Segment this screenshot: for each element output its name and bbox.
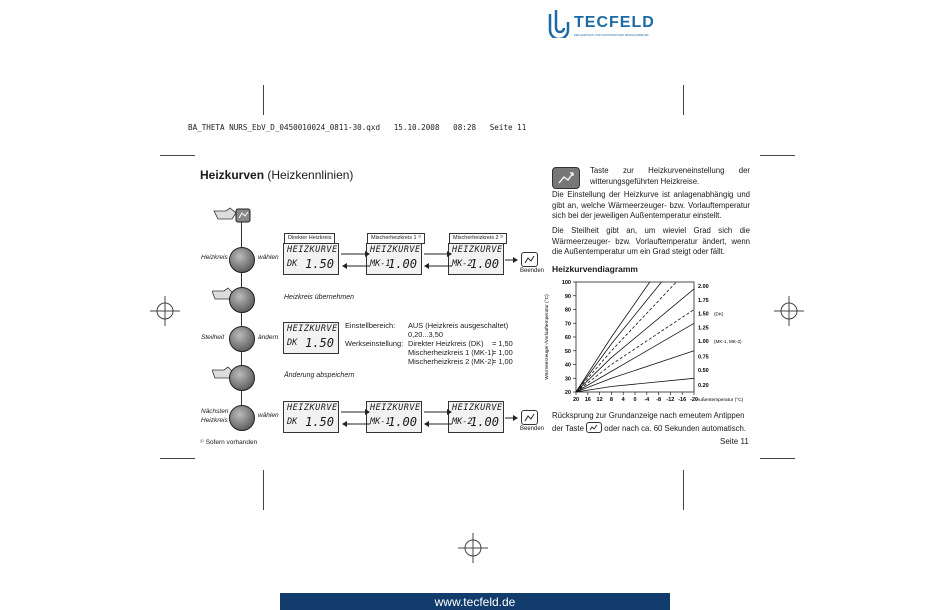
x-tick-label: -8 [656, 397, 662, 403]
x-tick-label: -16 [678, 397, 687, 403]
end-key-icon[interactable] [521, 252, 538, 267]
y-tick-label: 90 [564, 293, 571, 300]
crop-mark [760, 458, 795, 459]
x-tick-label: 4 [621, 397, 625, 403]
curve-label: 1.50 [698, 311, 709, 318]
lcd-value: 1.00 [388, 415, 417, 429]
curve-label: 2.00 [698, 284, 709, 291]
label-beenden: Beenden [520, 268, 545, 274]
lcd-display-dk [283, 243, 339, 275]
registration-mark-icon [150, 296, 180, 326]
werk-row-value: = 1,00 [492, 348, 513, 357]
registration-mark-icon [458, 533, 488, 563]
tecfeld-logo-icon [547, 8, 571, 38]
brand-tagline: DER HEIZUNGS- UND SANITÄRTECHNIK SPEZIALANBIETER [574, 34, 649, 37]
x-tick-label: 8 [609, 397, 613, 403]
werk-row-name: Mischerheizkreis 2 (MK-2) [408, 357, 494, 366]
label-naechsten: Nächsten [201, 408, 229, 415]
lcd-code: MK-1 [370, 417, 391, 427]
rotary-knob-icon[interactable] [229, 405, 255, 431]
bottom-banner [280, 593, 670, 610]
crop-mark [760, 155, 795, 156]
x-tick-label: 20 [572, 397, 580, 403]
crop-mark [263, 470, 264, 510]
x-axis-label: Außentemperatur (°C) [696, 398, 744, 403]
label-naechsten-heizkreis: Heizkreis [201, 417, 228, 424]
x-tick-label: -12 [666, 397, 675, 403]
werk-label: Werkseinstellung: [345, 339, 404, 348]
paragraph-2: Die Steilheit gibt an, um wieviel Grad sich die Wärmeerzeuger- bzw. Vorlauftemperatur ändert, wenn die Außentemperatur um ein Grad steigt oder fällt. [552, 226, 750, 256]
x-tick-label: 0 [633, 397, 637, 403]
crop-mark [683, 470, 684, 510]
curve-label: 1.75 [698, 297, 709, 304]
page-title-normal: (Heizkennlinien) [267, 168, 354, 182]
lcd-title: HEIZKURVE [287, 403, 338, 413]
x-tick-label: 12 [596, 397, 603, 403]
y-tick-label: 20 [564, 390, 571, 396]
end-key-icon[interactable] [521, 410, 538, 425]
lcd-value: 1.50 [305, 336, 334, 350]
lcd-code: MK-1 [370, 259, 391, 269]
lcd-value: 1.00 [388, 257, 417, 271]
registration-mark-icon [774, 296, 804, 326]
lcd-code: DK [287, 259, 298, 269]
label-uebernehmen: Heizkreis übernehmen [284, 294, 355, 301]
hand-press-key-icon [212, 205, 252, 225]
tab-mischerheizkreis-2: Mischerheizkreis 2 ¹⁾ [449, 233, 507, 244]
crop-mark [683, 85, 684, 115]
tab-mischerheizkreis-1: Mischerheizkreis 1 ¹⁾ [367, 233, 425, 244]
crop-mark [160, 458, 195, 459]
crop-mark [263, 85, 264, 115]
y-tick-label: 50 [564, 348, 571, 355]
einstell-label: Einstellbereich: [345, 321, 396, 330]
label-waehlen-2: wählen [258, 412, 279, 419]
einstell-value-1: AUS (Heizkreis ausgeschaltet) [408, 321, 509, 330]
y-axis-label: Wärmeerzeuger-/Vorlauftemperatur (°C) [545, 294, 550, 380]
y-tick-label: 80 [564, 307, 571, 314]
page-title [200, 168, 353, 182]
lcd-value: 1.50 [305, 257, 334, 271]
lcd-title: HEIZKURVE [287, 324, 338, 334]
footer-text-2b: oder nach ca. 60 Sekunden automatisch. [604, 424, 747, 433]
lcd-display-edit [283, 322, 339, 354]
werk-row-name: Direkter Heizkreis (DK) [408, 339, 484, 348]
x-tick-label: -4 [644, 397, 650, 403]
website-url[interactable]: www.tecfeld.de [434, 595, 516, 609]
lcd-title: HEIZKURVE [370, 245, 421, 255]
rotary-knob-icon[interactable] [229, 287, 255, 313]
page-number: Seite 11 [720, 437, 749, 446]
lcd-title: HEIZKURVE [452, 245, 503, 255]
y-tick-label: 70 [564, 321, 571, 328]
label-aendern: ändern [258, 334, 279, 341]
label-beenden-2: Beenden [520, 426, 545, 432]
rotary-knob-icon[interactable] [229, 365, 255, 391]
footnote: ¹⁾ Sofern vorhanden [200, 439, 258, 446]
label-steilheit: Steilheit [201, 334, 225, 341]
y-tick-label: 30 [564, 376, 571, 383]
page-title-bold: Heizkurven [200, 168, 265, 182]
lcd-code: MK-2 [452, 259, 473, 269]
file-header: BA_THETA NURS_EbV_D_0450010024_0811-30.qxd 15.10.2008 08:28 Seite 11 [188, 123, 527, 132]
werk-row-value: = 1,00 [492, 357, 513, 366]
lcd-display-dk [283, 401, 339, 433]
y-tick-label: 100 [561, 280, 571, 286]
heizkurve-key-icon[interactable] [586, 422, 602, 433]
paragraph-1: Die Einstellung der Heizkurve ist anlagenabhängig und gibt an, welche Wärmeerzeuger- bzw. Vorlauftemperatur sich bei der jeweiligen Außentemperatur einstellt. [552, 190, 750, 220]
brand-name: TECFELD [574, 14, 655, 31]
lcd-code: DK [287, 417, 298, 427]
rotary-knob-icon[interactable] [229, 326, 255, 352]
footer-text-2a: der Taste [552, 424, 584, 433]
y-tick-label: 40 [564, 362, 571, 369]
curve-label: 1.00 [698, 339, 709, 346]
heizkurven-chart [540, 276, 750, 406]
label-waehlen: wählen [258, 254, 279, 261]
curve-annotation: (MK-1, MK-2) [714, 339, 742, 345]
key-description: Taste zur Heizkurveneinstellung der witterungsgeführten Heizkreise. [590, 166, 750, 186]
plot-frame [576, 282, 694, 392]
tab-direkter-heizkreis: Direkter Heizkreis [284, 233, 335, 244]
lcd-title: HEIZKURVE [370, 403, 421, 413]
heizkurve-key-icon[interactable] [552, 167, 580, 189]
x-tick-label: -20 [690, 397, 698, 403]
crop-mark [160, 155, 195, 156]
lcd-value: 1.00 [470, 415, 499, 429]
curve-label: 0.50 [698, 368, 709, 374]
lcd-title: HEIZKURVE [287, 245, 338, 255]
lcd-title: HEIZKURVE [452, 403, 503, 413]
y-tick-label: 60 [564, 335, 571, 341]
lcd-code: MK-2 [452, 417, 473, 427]
footer-text-2 [552, 422, 752, 435]
label-abspeichern: Änderung abspeichern [284, 372, 355, 379]
curve-label: 1.25 [698, 325, 709, 332]
werk-row-value: = 1,50 [492, 339, 513, 348]
einstell-value-2: 0,20...3,50 [408, 330, 443, 339]
lcd-value: 1.50 [305, 415, 334, 429]
curve-label: 0.20 [698, 383, 709, 390]
curve-annotation: (DK) [714, 311, 724, 317]
footer-text-1: Rücksprung zur Grundanzeige nach erneutem Antippen [552, 411, 745, 420]
curve-label: 0.75 [698, 354, 709, 361]
chart-heading: Heizkurvendiagramm [552, 264, 638, 274]
lcd-code: DK [287, 338, 298, 348]
lcd-value: 1.00 [470, 257, 499, 271]
x-tick-label: 16 [584, 397, 591, 403]
label-heizkreis: Heizkreis [201, 254, 228, 261]
brand-logo [547, 8, 657, 42]
rotary-knob-icon[interactable] [229, 247, 255, 273]
werk-row-name: Mischerheizkreis 1 (MK-1) [408, 348, 494, 357]
